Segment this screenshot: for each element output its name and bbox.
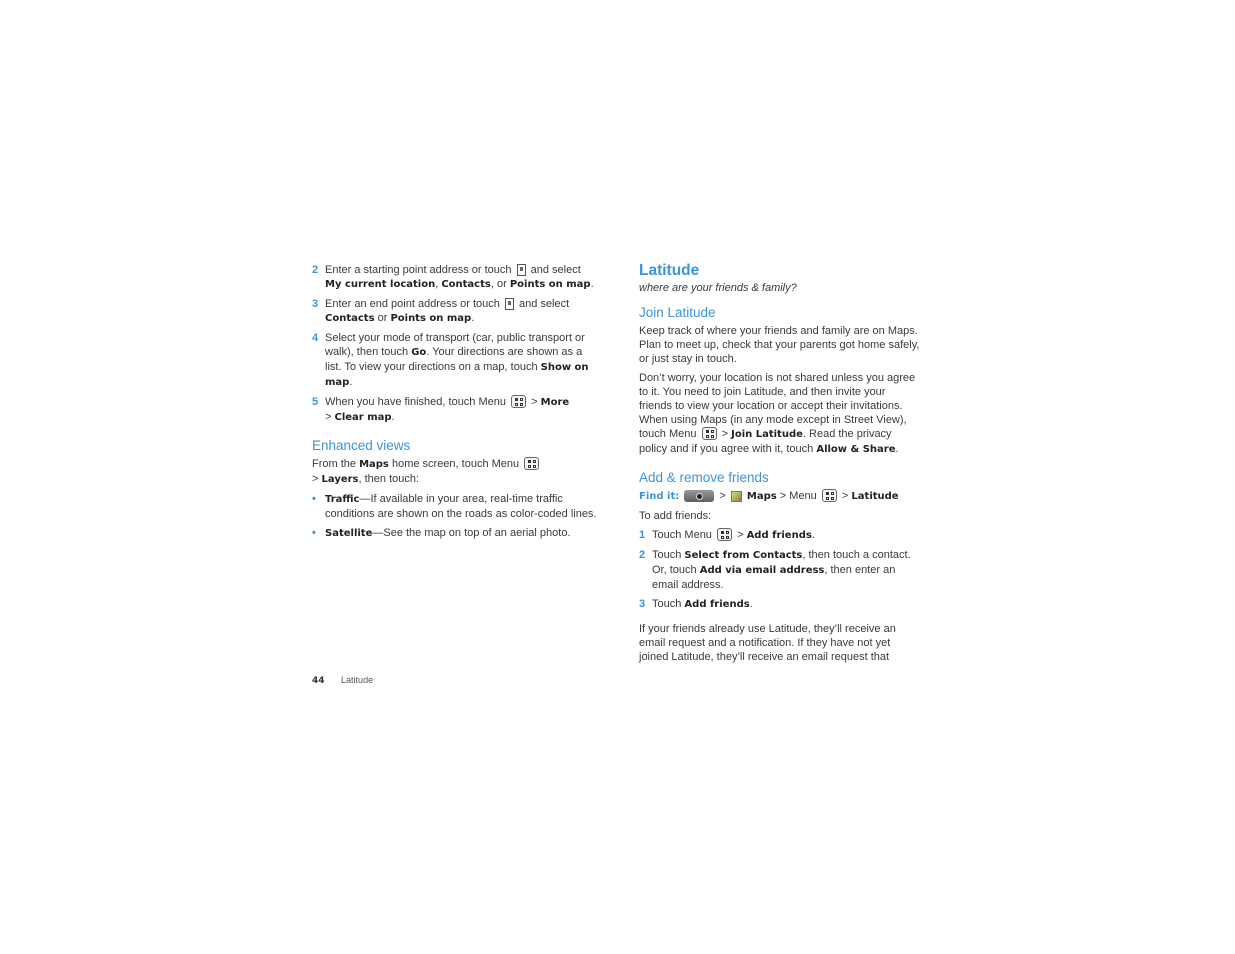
home-key-icon <box>684 490 714 502</box>
step-number: 3 <box>312 298 319 310</box>
menu-key-icon <box>511 395 526 408</box>
to-add-friends: To add friends: <box>639 510 712 522</box>
enhanced-views-heading: Enhanced views <box>312 438 411 453</box>
page-title: Latitude <box>639 262 700 279</box>
join-latitude-heading: Join Latitude <box>639 305 716 320</box>
search-field-icon <box>505 298 514 310</box>
maps-app-icon <box>731 491 742 502</box>
step-number: 4 <box>312 332 319 344</box>
menu-key-icon <box>717 528 732 541</box>
search-field-icon <box>517 264 526 276</box>
bullet-satellite: • Satellite—See the map on top of an aerial photo. <box>312 527 571 539</box>
page-footer <box>312 673 373 688</box>
add-step-2: 2 Touch Select from Contacts, then touch a contact. Or, touch Add via email address, then enter an email address. <box>639 549 911 591</box>
find-it-line: Find it: > Maps > Menu > Latitude <box>639 490 899 502</box>
menu-key-icon <box>822 489 837 502</box>
step-5: 5 When you have finished, touch Menu > More > Clear map. <box>312 396 570 423</box>
footer-section: Latitude <box>341 675 374 685</box>
bullet-icon: • <box>312 527 316 539</box>
menu-key-icon <box>702 427 717 440</box>
left-column <box>312 263 597 546</box>
join-paragraph-1: Keep track of where your friends and family are on Maps. Plan to meet up, check that your parents got home safely, or just stay in touch. <box>639 325 920 365</box>
right-column <box>639 262 921 669</box>
enhanced-views-intro: From the Maps home screen, touch Menu > Layers, then touch: <box>312 457 597 487</box>
bullet-traffic: • Traffic—If available in your area, real-time traffic conditions are shown on the roads as color-coded lines. <box>312 493 597 520</box>
step-2: 2 Enter a starting point address or touch and select My current location, Contacts, or Points on map. <box>312 264 594 290</box>
closing-paragraph: If your friends already use Latitude, they’ll receive an email request and a notification. If they have not yet joined Latitude, they’ll receive an email request that <box>639 623 896 663</box>
step-number: 1 <box>639 529 646 541</box>
step-number: 2 <box>639 549 646 561</box>
step-number: 2 <box>312 264 319 276</box>
menu-key-icon <box>524 457 539 470</box>
step-3: 3 Enter an end point address or touch and select Contacts or Points on map. <box>312 298 570 324</box>
step-number: 5 <box>312 396 319 408</box>
add-remove-heading: Add & remove friends <box>639 470 769 485</box>
add-step-3: 3 Touch Add friends. <box>639 598 753 610</box>
join-paragraph-2: Don’t worry, your location is not shared unless you agree to it. You need to join Latitude, and then invite your friends to view your location or accept their invitations. When using Maps (in any mode except in Street View), touch Menu > Join Latitude. Read the privacy policy and if you agree with it, touch Allow & Share. <box>639 372 916 455</box>
page-number: 44 <box>312 676 325 686</box>
step-4: 4 Select your mode of transport (car, public transport or walk), then touch Go. Your directions are shown as a list. To view your directions on a map, touch Show on map. <box>312 332 589 388</box>
step-number: 3 <box>639 598 646 610</box>
bullet-icon: • <box>312 493 316 505</box>
find-it-label: Find it: <box>639 491 680 502</box>
page-tagline: where are your friends & family? <box>639 282 797 294</box>
add-step-1: 1 Touch Menu > Add friends. <box>639 529 815 541</box>
